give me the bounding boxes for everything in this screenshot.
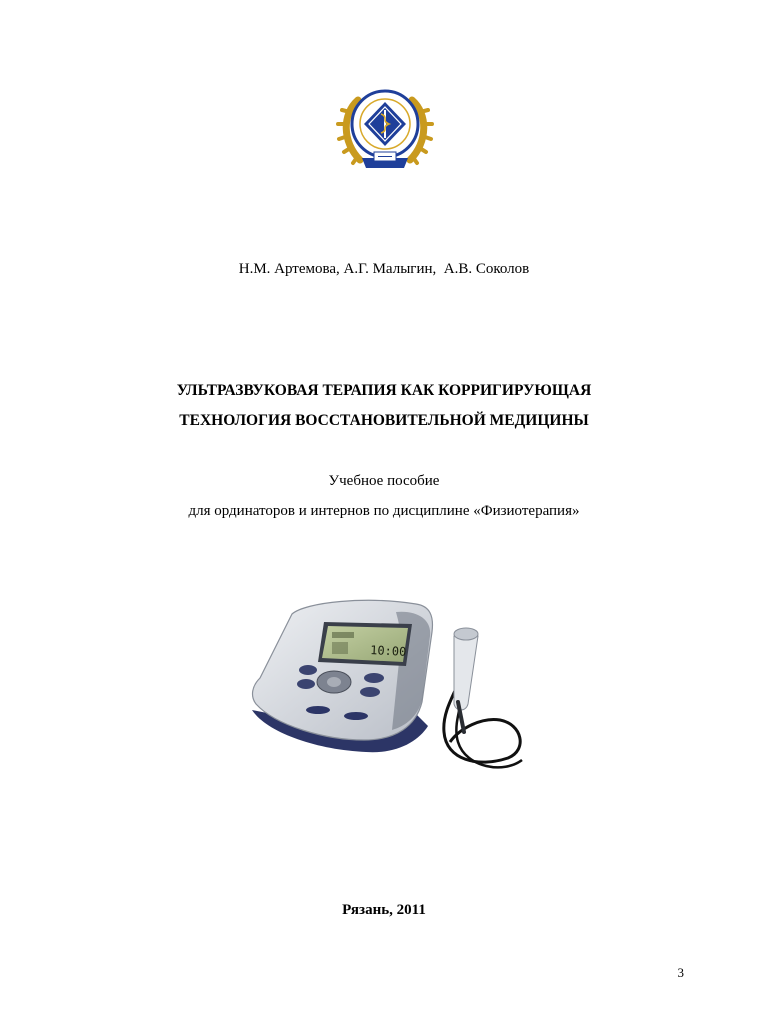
city-year: Рязань, 2011 — [342, 902, 426, 918]
device-screen-readout: 10:00 — [369, 643, 407, 659]
title-line: ТЕХНОЛОГИЯ ВОССТАНОВИТЕЛЬНОЙ МЕДИЦИНЫ — [179, 412, 589, 429]
subtitle-line: Учебное пособие — [328, 473, 440, 489]
authors: Н.М. Артемова, А.Г. Малыгин, А.В. Соколов — [238, 261, 530, 277]
title-line: УЛЬТРАЗВУКОВАЯ ТЕРАПИЯ КАК КОРРИГИРУЮЩАЯ — [176, 382, 592, 399]
subtitle-line: для ординаторов и интернов по дисциплине «Физиотерапия» — [188, 503, 580, 519]
page-number: 3 — [677, 965, 684, 980]
ultrasound-therapy-device-icon — [246, 592, 528, 792]
university-emblem-icon — [336, 80, 434, 176]
document-subtitle — [0, 466, 768, 526]
document-title — [0, 376, 768, 436]
